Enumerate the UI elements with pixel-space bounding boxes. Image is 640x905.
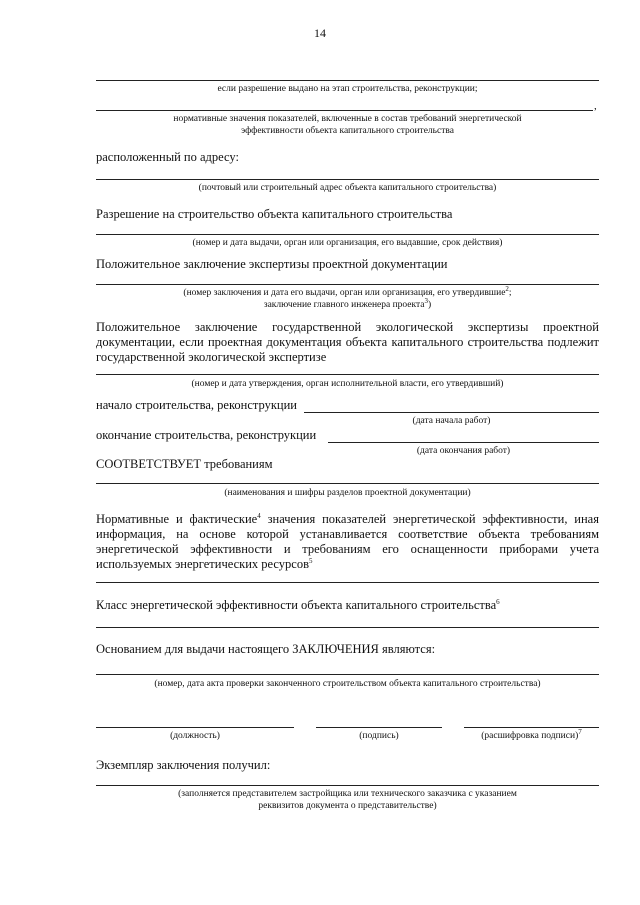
complies-label <box>96 457 273 472</box>
expertise-label: Положительное заключение экспертизы проектной документации <box>96 257 448 271</box>
start-date-caption: (дата начала работ) <box>412 416 491 426</box>
expertise-caption <box>96 284 599 311</box>
receiver-caption-line1: (заполняется представителем застройщика или технического заказчика с указанием <box>178 789 517 799</box>
sections-caption: (наименования и шифры разделов проектной документации) <box>224 488 471 498</box>
norm-actual-field-line[interactable] <box>96 582 599 583</box>
permit-caption: (номер и дата выдачи, орган или организация, его выдавшие, срок действия) <box>192 238 503 248</box>
act-caption: (номер, дата акта проверки законченного строительством объекта капитального строительства) <box>154 679 541 689</box>
start-date-field-line[interactable] <box>304 412 599 413</box>
signature-caption: (подпись) <box>359 731 399 741</box>
end-label: окончание строительства, реконструкции <box>96 428 317 442</box>
norm-values-caption-line2: эффективности объекта капитального строительства <box>241 126 454 136</box>
expertise-caption-line1: (номер заключения и дата его выдачи, орган или организация, его утвердившие$^2$; <box>183 284 512 298</box>
stage-field-line[interactable] <box>96 80 599 81</box>
page-number: 14 <box>314 26 326 40</box>
eco-expertise-text: Положительное заключение государственной экологической экспертизы проектной документации, если проектная документация объекта капитального строительства подлежит государственной экологической экспертизе <box>96 320 599 364</box>
receiver-field-line[interactable] <box>96 785 599 786</box>
sections-field-line[interactable] <box>96 483 599 484</box>
norm-actual-text: Нормативные и фактические$^4$ значения показателей энергетической эффективности, иная информация, на основе которой устанавливается соответствие объекта требованиям энергетической эффективности и требованиям его оснащенности приборами учета используемых энергетических ресурсов$^5$ <box>96 511 599 571</box>
complies-bold: СООТВЕТСТВУЕТ <box>96 457 202 471</box>
copy-received-label: Экземпляр заключения получил: <box>96 758 271 772</box>
position-caption: (должность) <box>170 731 220 741</box>
eco-field-line[interactable] <box>96 374 599 375</box>
signature-field-line[interactable] <box>316 727 442 728</box>
stage-caption: если разрешение выдано на этап строительства, реконструкции; <box>217 84 478 94</box>
start-label: начало строительства, реконструкции <box>96 398 297 412</box>
address-label: расположенный по адресу: <box>96 150 239 164</box>
end-date-field-line[interactable] <box>328 442 599 443</box>
receiver-caption <box>96 788 599 812</box>
permit-field-line[interactable] <box>96 234 599 235</box>
act-field-line[interactable] <box>96 674 599 675</box>
energy-class-field-line[interactable] <box>96 627 599 628</box>
norm-values-field-line[interactable] <box>96 110 593 111</box>
permit-label: Разрешение на строительство объекта капитального строительства <box>96 207 453 221</box>
address-caption: (почтовый или строительный адрес объекта капитального строительства) <box>198 183 497 193</box>
end-date-caption: (дата окончания работ) <box>416 446 511 456</box>
expertise-field-line[interactable] <box>96 284 599 285</box>
receiver-caption-line2: реквизитов документа о представительстве) <box>258 801 437 811</box>
energy-class-label: Класс энергетической эффективности объекта капитального строительства$^6$ <box>96 597 500 612</box>
decoding-caption: (расшифровка подписи)$^7$ <box>481 727 582 741</box>
norm-values-caption-line1: нормативные значения показателей, включенные в состав требований энергетической <box>173 114 522 124</box>
complies-rest: требованиям <box>201 457 273 471</box>
eco-caption: (номер и дата утверждения, орган исполнительной власти, его утвердивший) <box>191 379 504 389</box>
comma-mark: , <box>594 100 597 112</box>
address-field-line[interactable] <box>96 179 599 180</box>
position-field-line[interactable] <box>96 727 294 728</box>
expertise-caption-line2: заключение главного инженера проекта$^3$) <box>263 296 432 310</box>
norm-values-caption <box>96 113 599 137</box>
basis-label: Основанием для выдачи настоящего ЗАКЛЮЧЕНИЯ являются: <box>96 642 436 656</box>
